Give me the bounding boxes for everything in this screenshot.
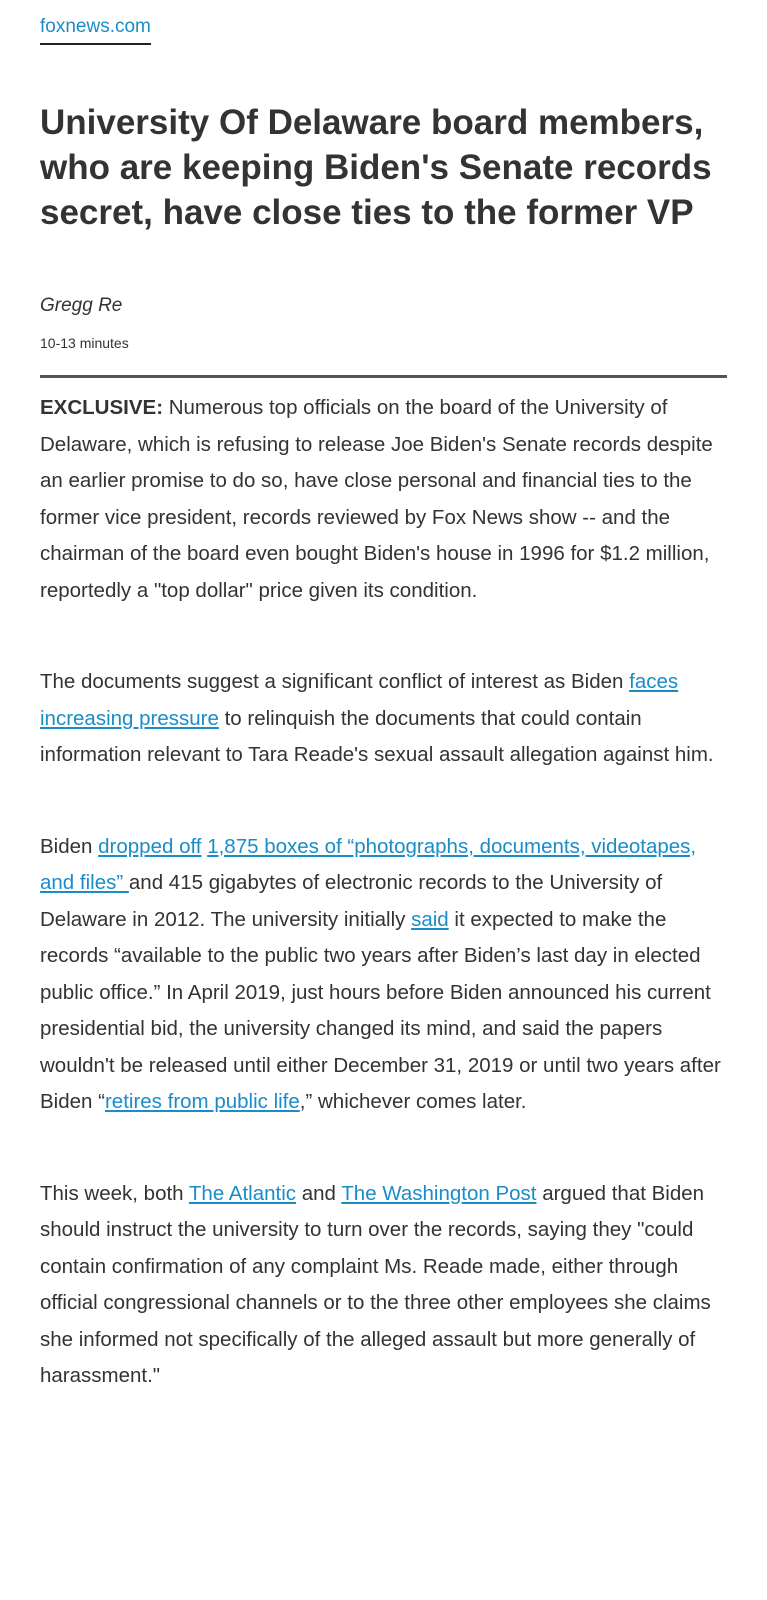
paragraph-text: The documents suggest a significant conflict of interest as Biden xyxy=(40,670,630,693)
link-retires-from-public-life[interactable]: retires from public life xyxy=(104,1090,300,1113)
link-faces-increasing-pressure[interactable]: faces increasing pressure xyxy=(40,670,679,730)
paragraph-text: Biden xyxy=(40,834,99,858)
link-said[interactable]: said xyxy=(411,907,449,931)
paragraph-1 xyxy=(40,390,727,609)
link-the-atlantic[interactable]: The Atlantic xyxy=(188,1181,297,1205)
paragraph-text: Numerous top officials on the board of the University of Delaware, which is refusing to release Joe Biden's Senate records despite an earlier promise to do so, have close personal and financial ties to the former vice president, records reviewed by Fox News show -- and the chairman of the board even bought Biden's house in 1996 for $1.2 million, reportedly a "top dollar" price given its condition. xyxy=(40,396,713,602)
link-boxes-of-records[interactable]: 1,875 boxes of “photographs, documents, videotapes, and files” xyxy=(40,834,697,894)
site-link[interactable]: foxnews.com xyxy=(40,16,151,45)
paragraph-text: to relinquish the documents that could contain information relevant to Tara Reade's sexual assault allegation against him. xyxy=(40,706,714,766)
paragraph-4 xyxy=(40,1176,727,1395)
header-divider xyxy=(40,375,727,378)
paragraph-text: ,” whichever comes later. xyxy=(299,1090,527,1113)
article-author: Gregg Re xyxy=(40,295,123,316)
paragraph-text: and 415 gigabytes of electronic records to the University of Delaware in 2012. The university initially xyxy=(40,871,663,931)
link-dropped-off[interactable]: dropped off xyxy=(98,834,202,858)
paragraph-text: it expected to make the records “available to the public two years after Biden’s last day in elected public office.” In April 2019, just hours before Biden announced his current presidential bid, the university changed its mind, and said the papers wouldn't be released until either December 31, 2019 or until two years after Biden “ xyxy=(40,907,721,1113)
exclusive-label: EXCLUSIVE: xyxy=(40,396,164,419)
read-time: 10-13 minutes xyxy=(40,335,129,351)
paragraph-2 xyxy=(40,664,727,774)
paragraph-3 xyxy=(40,829,727,1121)
paragraph-text: and xyxy=(296,1181,342,1205)
paragraph-text: argued that Biden should instruct the university to turn over the records, saying they "could contain confirmation of any complaint Ms. Reade made, either through official congressional channels or to the three other employees she claims she informed not specifically of the alleged assault but more generally of harassment." xyxy=(40,1181,711,1387)
link-the-washington-post[interactable]: The Washington Post xyxy=(341,1181,537,1205)
article-title: University Of Delaware board members, who are keeping Biden's Senate records secret, have close ties to the former VP xyxy=(40,103,712,232)
paragraph-text: This week, both xyxy=(40,1181,189,1205)
